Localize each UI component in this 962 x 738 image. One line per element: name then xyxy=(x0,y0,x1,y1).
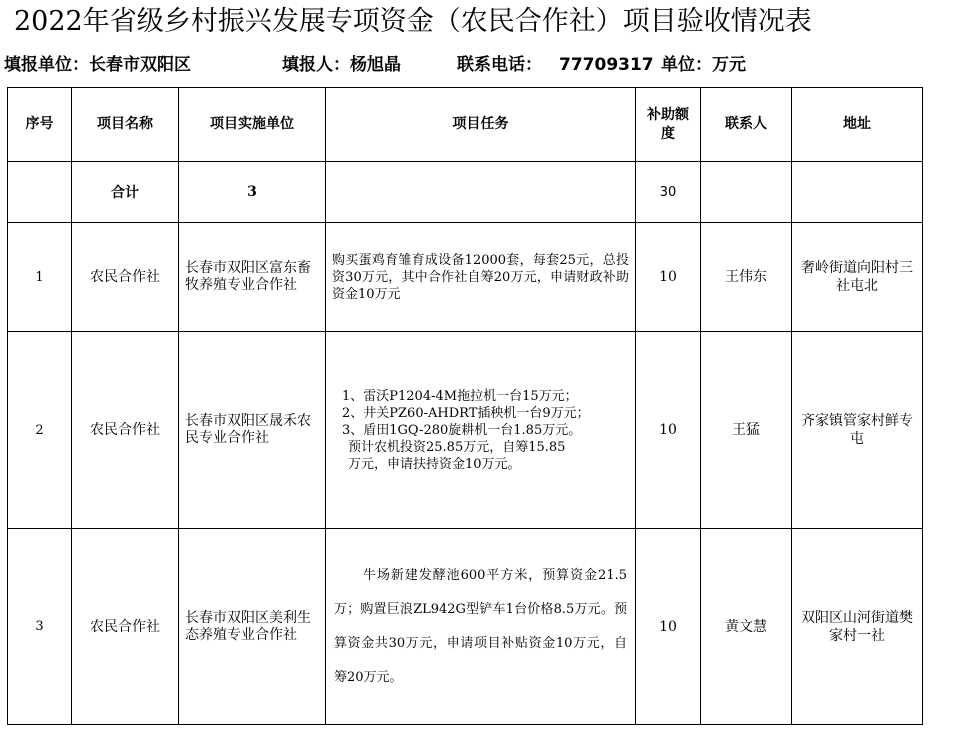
row-seq: 3 xyxy=(8,529,72,725)
phone-label: 联系电话： xyxy=(457,55,542,75)
total-subsidy: 30 xyxy=(636,162,701,223)
task-line: 2、井关PZ60-AHDRT插秧机一台9万元； xyxy=(342,405,590,421)
row-project-task: 购买蛋鸡育雏育成设备12000套，每套25元，总投资30万元，其中合作社自筹20万元，申请财政补助资金10万元 xyxy=(326,223,636,332)
total-count: 3 xyxy=(179,162,326,223)
table-row xyxy=(8,332,923,529)
row-subsidy: 10 xyxy=(636,332,701,529)
total-address-cell xyxy=(792,162,923,223)
currency-unit: 单位：万元 xyxy=(661,55,746,75)
row-project-name: 农民合作社 xyxy=(72,332,179,529)
header-contact: 联系人 xyxy=(701,88,792,162)
row-address: 双阳区山河街道樊家村一社 xyxy=(792,529,923,725)
task-line: 3、盾田1GQ-280旋耕机一台1.85万元。 xyxy=(342,422,582,438)
header-project-name: 项目名称 xyxy=(72,88,179,162)
task-line: 预计农机投资25.85万元，自筹15.85 xyxy=(348,439,566,455)
row-subsidy: 10 xyxy=(636,223,701,332)
task-text: 牛场新建发酵池600平方米，预算资金21.5万；购置巨浪ZL942G型铲车1台价格8.5万元。预算资金共30万元，申请项目补贴资金10万元，自筹20万元。 xyxy=(334,567,627,685)
reporter-name: 填报人：杨旭晶 xyxy=(282,55,401,75)
row-seq: 2 xyxy=(8,332,72,529)
header-subsidy: 补助额度 xyxy=(636,88,701,162)
header-project-task: 项目任务 xyxy=(326,88,636,162)
total-row xyxy=(8,162,923,223)
header-address: 地址 xyxy=(792,88,923,162)
row-project-task xyxy=(326,332,636,529)
row-project-name: 农民合作社 xyxy=(72,529,179,725)
total-task-cell xyxy=(326,162,636,223)
row-address: 奢岭街道向阳村三社屯北 xyxy=(792,223,923,332)
total-label: 合计 xyxy=(72,162,179,223)
row-subsidy: 10 xyxy=(636,529,701,725)
report-meta xyxy=(4,52,954,78)
row-implementing-unit: 长春市双阳区美利生态养殖专业合作社 xyxy=(179,529,326,725)
row-implementing-unit: 长春市双阳区晟禾农民专业合作社 xyxy=(179,332,326,529)
row-contact: 王伟东 xyxy=(701,223,792,332)
table-row xyxy=(8,529,923,725)
acceptance-table xyxy=(7,87,923,725)
row-project-name: 农民合作社 xyxy=(72,223,179,332)
header-row xyxy=(8,88,923,162)
row-implementing-unit: 长春市双阳区富东畜牧养殖专业合作社 xyxy=(179,223,326,332)
total-seq-cell xyxy=(8,162,72,223)
task-line: 1、雷沃P1204-4M拖拉机一台15万元； xyxy=(342,388,578,404)
row-contact: 王猛 xyxy=(701,332,792,529)
row-contact: 黄文慧 xyxy=(701,529,792,725)
phone-number: 77709317 xyxy=(559,55,654,75)
reporting-unit: 填报单位：长春市双阳区 xyxy=(4,55,191,75)
header-seq: 序号 xyxy=(8,88,72,162)
row-seq: 1 xyxy=(8,223,72,332)
row-project-task xyxy=(326,529,636,725)
page-title: 2022年省级乡村振兴发展专项资金（农民合作社）项目验收情况表 xyxy=(14,6,812,37)
table-row xyxy=(8,223,923,332)
row-address: 齐家镇管家村鲜专屯 xyxy=(792,332,923,529)
task-line: 万元，申请扶持资金10万元。 xyxy=(348,456,521,472)
header-implementing-unit: 项目实施单位 xyxy=(179,88,326,162)
total-contact-cell xyxy=(701,162,792,223)
